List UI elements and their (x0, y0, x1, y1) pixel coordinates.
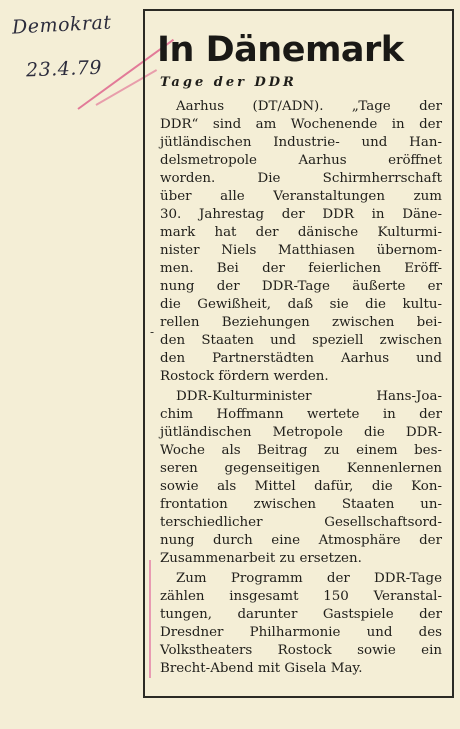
text-line: jütländischen Metropole die DDR- (160, 425, 442, 440)
article-paragraph-1 (160, 98, 442, 386)
article-subheadline: Tage der DDR (160, 75, 297, 90)
text-line: zählen insgesamt 150 Veranstal- (160, 589, 442, 604)
text-line: nister Niels Matthiasen übernom- (160, 243, 442, 258)
text-line: seren gegenseitigen Kennenlernen (160, 461, 442, 476)
text-line: die Gewißheit, daß sie die kultu- (160, 297, 442, 312)
text-line: DDR-Kulturminister Hans-Joa- (176, 389, 442, 404)
handwritten-date-note: 23.4.79 (25, 56, 103, 82)
text-line: frontation zwischen Staaten un- (160, 497, 442, 512)
text-line: Zum Programm der DDR-Tage (176, 571, 442, 586)
text-line: 30. Jahrestag der DDR in Däne- (160, 207, 442, 222)
article-paragraph-3 (160, 570, 442, 678)
text-line: über alle Veranstaltungen zum (160, 189, 442, 204)
text-line: Brecht-Abend mit Gisela May. (160, 661, 363, 676)
text-line: chim Hoffmann wertete in der (160, 407, 442, 422)
text-line: Zusammenarbeit zu ersetzen. (160, 551, 362, 566)
text-line: Aarhus (DT/ADN). „Tage der (176, 99, 442, 114)
text-line: nung der DDR-Tage äußerte er (160, 279, 442, 294)
text-line: den Partnerstädten Aarhus und (160, 351, 442, 366)
text-line: Woche als Beitrag zu einem bes- (160, 443, 442, 458)
article-paragraph-2 (160, 388, 442, 568)
text-line: Rostock fördern werden. (160, 369, 329, 384)
text-line: men. Bei der feierlichen Eröff- (160, 261, 442, 276)
text-line: DDR“ sind am Wochenende in der (160, 117, 442, 132)
text-line: nung durch eine Atmosphäre der (160, 533, 442, 548)
text-line: Dresdner Philharmonie und des (160, 625, 442, 640)
text-line: sowie als Mittel dafür, die Kon- (160, 479, 442, 494)
text-line: worden. Die Schirmherrschaft (160, 171, 442, 186)
handwritten-source-note: Demokrat (11, 11, 113, 39)
margin-dash: - (150, 325, 155, 339)
text-line: den Staaten und speziell zwischen (160, 333, 442, 348)
text-line: tungen, darunter Gastspiele der (160, 607, 442, 622)
text-line: delsmetropole Aarhus eröffnet (160, 153, 442, 168)
text-line: mark hat der dänische Kulturmi- (160, 225, 442, 240)
text-line: jütländischen Industrie- und Han- (160, 135, 442, 150)
text-line: rellen Beziehungen zwischen bei- (160, 315, 442, 330)
text-line: terschiedlicher Gesellschaftsord- (160, 515, 442, 530)
article-headline: In Dänemark (157, 30, 404, 70)
text-line: Volkstheaters Rostock sowie ein (160, 643, 442, 658)
